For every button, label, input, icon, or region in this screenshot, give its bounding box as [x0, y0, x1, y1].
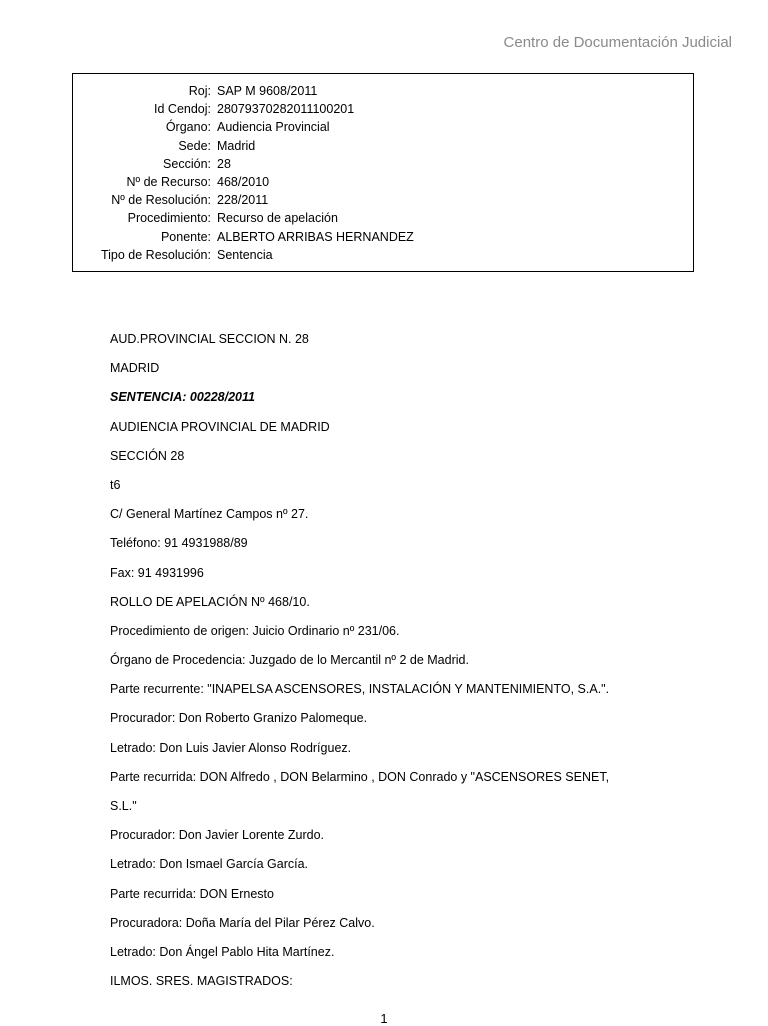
metadata-row-id-cendoj: [73, 100, 693, 118]
page-number: 1: [380, 1011, 388, 1026]
metadata-value: ALBERTO ARRIBAS HERNANDEZ: [217, 229, 414, 244]
metadata-row-procedimiento: [73, 209, 693, 227]
metadata-value: Audiencia Provincial: [217, 120, 330, 135]
code-line: t6: [110, 477, 121, 492]
metadata-row-recurso: [73, 173, 693, 191]
metadata-row-resolucion: [73, 191, 693, 209]
document-metadata-box: [72, 73, 694, 272]
metadata-value: SAP M 9608/2011: [217, 84, 318, 98]
address-line: C/ General Martínez Campos nº 27.: [110, 507, 309, 522]
metadata-value: 228/2011: [217, 193, 269, 208]
metadata-row-seccion: [73, 155, 693, 173]
metadata-label: Nº de Resolución:: [111, 193, 211, 208]
section-line: SECCIÓN 28: [110, 448, 185, 463]
second-respondent-procurator-line: Procuradora: Doña María del Pilar Pérez Calvo.: [110, 915, 375, 930]
appellant-lawyer-line: Letrado: Don Luis Javier Alonso Rodríguez.: [110, 740, 352, 755]
metadata-value: 28079370282011100201: [217, 102, 355, 117]
appeal-roll-line: ROLLO DE APELACIÓN Nº 468/10.: [110, 594, 310, 609]
metadata-value: 468/2010: [217, 174, 270, 189]
appellant-line: Parte recurrente: "INAPELSA ASCENSORES, INSTALACIÓN Y MANTENIMIENTO, S.A.".: [110, 682, 610, 697]
metadata-row-organo: [73, 118, 693, 136]
metadata-label: Órgano:: [165, 120, 211, 135]
metadata-value: 28: [217, 156, 231, 171]
appellant-procurator-line: Procurador: Don Roberto Granizo Palomeque.: [110, 711, 368, 726]
court-name-line: AUDIENCIA PROVINCIAL DE MADRID: [110, 419, 330, 434]
metadata-label: Id Cendoj:: [154, 102, 211, 117]
metadata-row-roj: [73, 82, 693, 100]
metadata-label: Nº de Recurso:: [126, 174, 211, 189]
document-body: [110, 326, 730, 997]
document-center-title: Centro de Documentación Judicial: [503, 34, 732, 51]
fax-line: Fax: 91 4931996: [110, 565, 204, 580]
second-respondent-lawyer-line: Letrado: Don Ángel Pablo Hita Martínez.: [110, 944, 335, 959]
metadata-label: Tipo de Resolución:: [100, 247, 211, 262]
respondent-lawyer-line: Letrado: Don Ismael García García.: [110, 857, 309, 872]
court-section-line: AUD.PROVINCIAL SECCION N. 28: [110, 332, 309, 346]
magistrates-heading-line: ILMOS. SRES. MAGISTRADOS:: [110, 974, 293, 989]
metadata-label: Ponente:: [160, 229, 211, 244]
metadata-row-sede: [73, 137, 693, 155]
city-line: MADRID: [110, 361, 160, 376]
metadata-value: Recurso de apelación: [217, 211, 338, 226]
metadata-value: Sentencia: [217, 247, 273, 262]
phone-line: Teléfono: 91 4931988/89: [110, 536, 248, 551]
origin-procedure-line: Procedimiento de origen: Juicio Ordinario nº 231/06.: [110, 623, 400, 638]
metadata-label: Sección:: [163, 156, 211, 171]
respondent-line: Parte recurrida: DON Alfredo , DON Belarmino , DON Conrado y "ASCENSORES SENET,: [110, 769, 610, 784]
sentence-number-line: SENTENCIA: 00228/2011: [110, 390, 255, 405]
respondent-procurator-line: Procurador: Don Javier Lorente Zurdo.: [110, 828, 324, 843]
second-respondent-line: Parte recurrida: DON Ernesto: [110, 886, 274, 901]
origin-court-line: Órgano de Procedencia: Juzgado de lo Mercantil nº 2 de Madrid.: [110, 653, 469, 668]
metadata-label: Procedimiento:: [127, 211, 211, 226]
metadata-row-tipo-resolucion: [73, 246, 693, 264]
metadata-label: Sede:: [178, 138, 211, 153]
metadata-label: Roj:: [188, 84, 211, 98]
metadata-value: Madrid: [217, 138, 256, 153]
respondent-line-continued: S.L.": [110, 799, 137, 813]
metadata-row-ponente: [73, 228, 693, 246]
